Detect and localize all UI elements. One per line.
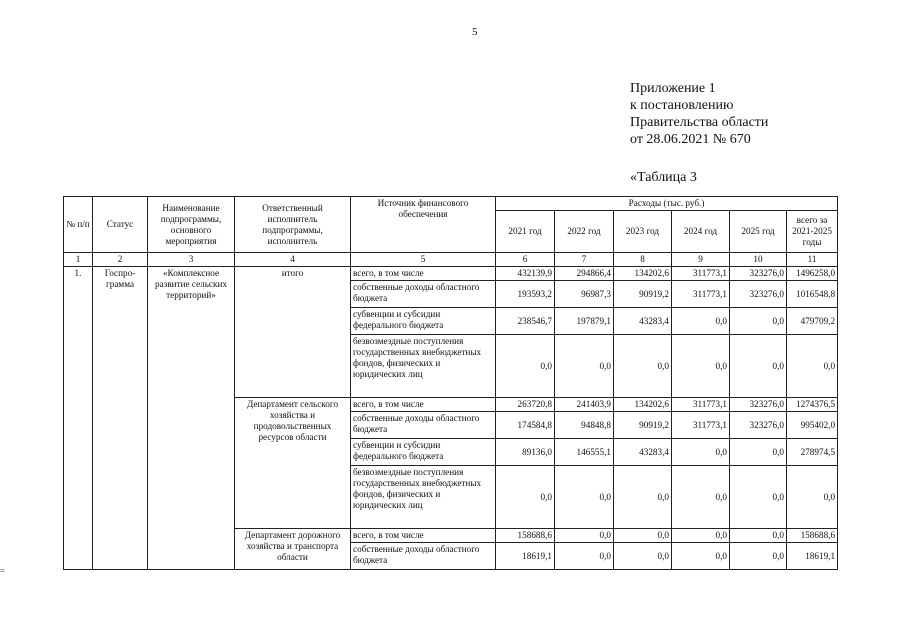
header-year: 2023 год xyxy=(614,211,672,253)
appendix-line-2: к постановлению xyxy=(630,98,734,113)
value-cell: 0,0 xyxy=(614,466,672,529)
value-cell: 18619,1 xyxy=(787,543,838,570)
value-cell: 134202,6 xyxy=(614,267,672,281)
table-caption: «Таблица 3 xyxy=(630,170,697,185)
column-index: 1 xyxy=(64,253,93,267)
header-year: 2024 год xyxy=(672,211,730,253)
value-cell: 90919,2 xyxy=(614,281,672,308)
value-cell: 323276,0 xyxy=(730,267,787,281)
value-cell: 146555,1 xyxy=(555,439,614,466)
column-index: 3 xyxy=(148,253,235,267)
source-cell: собственные доходы областного бюджета xyxy=(351,543,496,570)
value-cell: 263720,8 xyxy=(496,398,555,412)
source-cell: всего, в том числе xyxy=(351,529,496,543)
header-year: 2022 год xyxy=(555,211,614,253)
value-cell: 90919,2 xyxy=(614,412,672,439)
value-cell: 94848,8 xyxy=(555,412,614,439)
source-cell: всего, в том числе xyxy=(351,398,496,412)
value-cell: 323276,0 xyxy=(730,412,787,439)
source-cell: собственные доходы областного бюджета xyxy=(351,412,496,439)
value-cell: 311773,1 xyxy=(672,267,730,281)
value-cell: 0,0 xyxy=(496,466,555,529)
column-index: 6 xyxy=(496,253,555,267)
appendix-line-4: от 28.06.2021 № 670 xyxy=(630,132,751,147)
header-year-total: всего за 2021-2025 годы xyxy=(787,211,838,253)
page-number: 5 xyxy=(472,26,478,38)
value-cell: 0,0 xyxy=(614,543,672,570)
header-num: № п/п xyxy=(64,197,93,253)
value-cell: 96987,3 xyxy=(555,281,614,308)
header-year: 2025 год xyxy=(730,211,787,253)
value-cell: 311773,1 xyxy=(672,412,730,439)
value-cell: 0,0 xyxy=(672,466,730,529)
header-name: Наименование подпрограммы, основного мероприятия xyxy=(148,197,235,253)
value-cell: 0,0 xyxy=(672,308,730,335)
value-cell: 134202,6 xyxy=(614,398,672,412)
value-cell: 174584,8 xyxy=(496,412,555,439)
column-index: 9 xyxy=(672,253,730,267)
value-cell: 0,0 xyxy=(672,543,730,570)
column-index: 4 xyxy=(235,253,351,267)
value-cell: 995402,0 xyxy=(787,412,838,439)
value-cell: 193593,2 xyxy=(496,281,555,308)
value-cell: 0,0 xyxy=(787,335,838,398)
value-cell: 0,0 xyxy=(672,439,730,466)
header-status: Статус xyxy=(93,197,148,253)
value-cell: 1496258,0 xyxy=(787,267,838,281)
program-number: 1. xyxy=(64,267,93,570)
source-cell: собственные доходы областного бюджета xyxy=(351,281,496,308)
source-cell: всего, в том числе xyxy=(351,267,496,281)
value-cell: 0,0 xyxy=(555,529,614,543)
value-cell: 43283,4 xyxy=(614,439,672,466)
value-cell: 479709,2 xyxy=(787,308,838,335)
header-executor: Ответственный исполнитель подпрограммы, исполнитель xyxy=(235,197,351,253)
value-cell: 278974,5 xyxy=(787,439,838,466)
value-cell: 238546,7 xyxy=(496,308,555,335)
program-name: «Комплексное развитие сельских территорий» xyxy=(148,267,235,570)
value-cell: 0,0 xyxy=(730,543,787,570)
value-cell: 0,0 xyxy=(555,466,614,529)
value-cell: 311773,1 xyxy=(672,281,730,308)
value-cell: 18619,1 xyxy=(496,543,555,570)
value-cell: 158688,6 xyxy=(496,529,555,543)
value-cell: 432139,9 xyxy=(496,267,555,281)
value-cell: 0,0 xyxy=(496,335,555,398)
value-cell: 0,0 xyxy=(672,529,730,543)
executor-cell: Департамент сельского хозяйства и продовольственных ресурсов области xyxy=(235,398,351,529)
executor-cell: итого xyxy=(235,267,351,398)
margin-mark: = xyxy=(0,566,6,576)
column-index: 10 xyxy=(730,253,787,267)
value-cell: 89136,0 xyxy=(496,439,555,466)
value-cell: 0,0 xyxy=(614,529,672,543)
value-cell: 197879,1 xyxy=(555,308,614,335)
column-index: 7 xyxy=(555,253,614,267)
header-year: 2021 год xyxy=(496,211,555,253)
value-cell: 0,0 xyxy=(672,335,730,398)
value-cell: 323276,0 xyxy=(730,398,787,412)
value-cell: 0,0 xyxy=(787,466,838,529)
appendix-line-1: Приложение 1 xyxy=(630,81,716,96)
executor-cell: Департамент дорожного хозяйства и транспорта области xyxy=(235,529,351,570)
value-cell: 0,0 xyxy=(555,543,614,570)
column-index: 11 xyxy=(787,253,838,267)
appendix-block xyxy=(630,80,768,148)
value-cell: 0,0 xyxy=(555,335,614,398)
value-cell: 0,0 xyxy=(730,335,787,398)
value-cell: 0,0 xyxy=(730,308,787,335)
appendix-line-3: Правительства области xyxy=(630,115,769,130)
column-index: 2 xyxy=(93,253,148,267)
value-cell: 311773,1 xyxy=(672,398,730,412)
source-cell: субвенции и субсидии федерального бюджета xyxy=(351,439,496,466)
value-cell: 1016548,8 xyxy=(787,281,838,308)
value-cell: 323276,0 xyxy=(730,281,787,308)
value-cell: 1274376,5 xyxy=(787,398,838,412)
source-cell: безвозмездные поступления государственных внебюджетных фондов, физических и юридических лиц xyxy=(351,335,496,398)
value-cell: 241403,9 xyxy=(555,398,614,412)
source-cell: субвенции и субсидии федерального бюджета xyxy=(351,308,496,335)
value-cell: 158688,6 xyxy=(787,529,838,543)
column-index: 8 xyxy=(614,253,672,267)
value-cell: 294866,4 xyxy=(555,267,614,281)
table-row xyxy=(64,267,838,281)
budget-table xyxy=(63,196,838,570)
program-status: Госпро-грамма xyxy=(93,267,148,570)
source-cell: безвозмездные поступления государственных внебюджетных фондов, физических и юридических лиц xyxy=(351,466,496,529)
value-cell: 43283,4 xyxy=(614,308,672,335)
value-cell: 0,0 xyxy=(730,529,787,543)
value-cell: 0,0 xyxy=(730,466,787,529)
header-expenses: Расходы (тыс. руб.) xyxy=(496,197,838,211)
value-cell: 0,0 xyxy=(730,439,787,466)
column-index: 5 xyxy=(351,253,496,267)
value-cell: 0,0 xyxy=(614,335,672,398)
header-source: Источник финансового обеспечения xyxy=(351,197,496,253)
